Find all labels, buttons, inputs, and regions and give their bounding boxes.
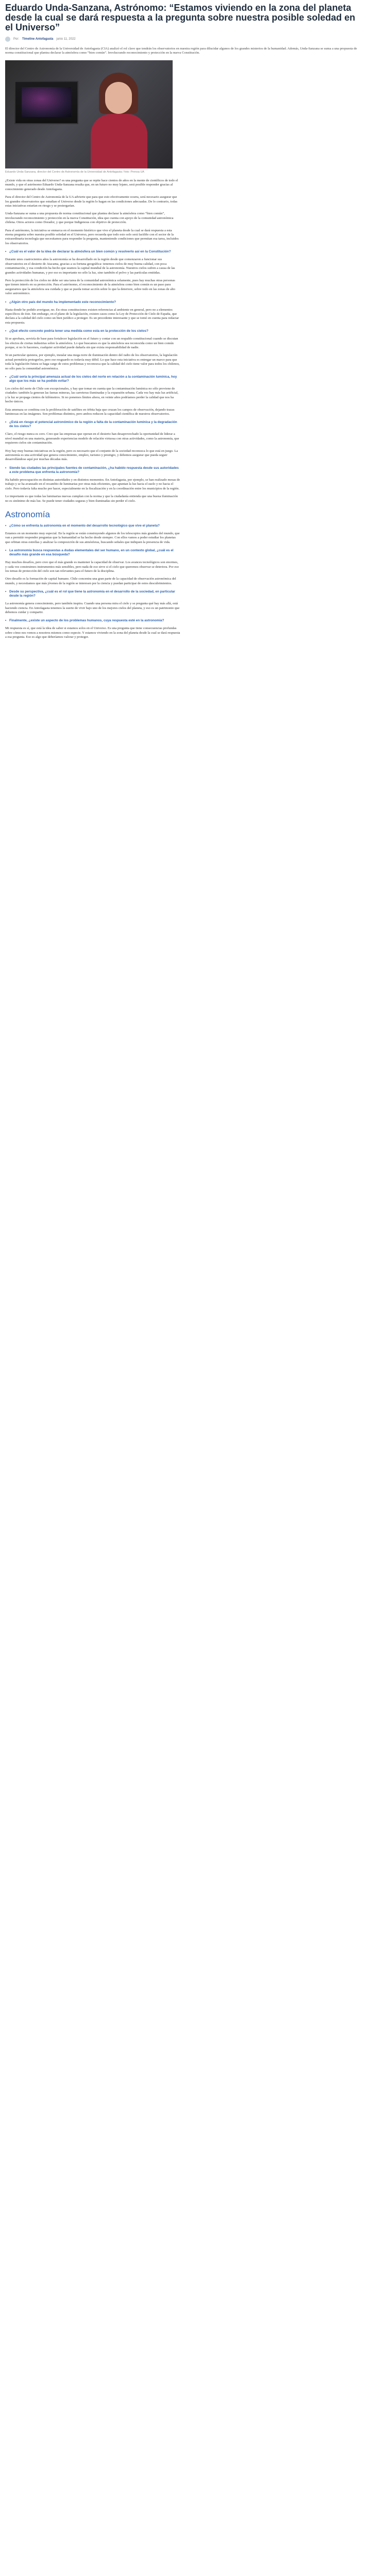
author-link[interactable]: Timeline Antofagasta <box>22 38 54 41</box>
monitor-illustration <box>14 81 78 124</box>
portrait-illustration <box>88 73 149 168</box>
article-title: Eduardo Unda-Sanzana, Astrónomo: “Estamos viviendo en la zona del planeta desde la cual se dará respuesta a la pregunta sobre nuestra posible soledad en el Universo” <box>5 3 356 32</box>
article-paragraph: Estamos en un momento muy especial. En la región se están construyendo algunos de los telescopios más grandes del mundo, que van a permitir responder preguntas que la humanidad se ha hecho desde siempre. Con ellos vamos a poder estudiar los planetas que orbitan otras estrellas y analizar la composición de sus atmósferas, buscando señales que indiquen la presencia de vida. <box>5 531 180 544</box>
article-paragraph: Hasta donde he podido averiguar, no. En otras constituciones existen referencias al ambiente en general, pero no a elementos específicos de éste. Sin embargo, en el plano de la legislación, existen casos como la Ley de Protección de Cielo de España, que declara a la calidad del cielo como un bien jurídico a proteger. Es un precedente interesante y que se tomó en cuenta para redactar esta propuesta. <box>5 308 179 325</box>
article-paragraph: Lo importante es que todas las luminarias nuevas cumplan con la norma y que la ciudadanía entienda que una buena iluminación no es sinónimo de más luz. Se puede tener ciudades seguras y bien iluminadas sin perder el cielo. <box>5 495 178 503</box>
article-paragraph: Si un particular quisiera, por ejemplo, instalar una mega torre de iluminación dentro del radio de los observatorios, la legislación actual permitiría protegerlos, pero ese resguardo es todavía muy débil. Lo que hace esta iniciativa es entregar un marco para que toda la legislación futura se haga cargo de estos problemas y reconozca que la calidad del cielo tiene valor para todos los chilenos, no sólo para la comunidad astronómica. <box>5 353 180 370</box>
publish-date: junio 11, 2022 <box>56 38 76 41</box>
article-paragraph: Esta amenaza se combina con la proliferación de satélites en órbita baja que cruzan los campos de observación, dejando trazas luminosas en las imágenes. Son problemas distintos, pero ambos reducen la capacidad científica de nuestros observatorios. <box>5 408 175 416</box>
author-avatar <box>5 37 10 42</box>
interview-question: • ¿Qué efecto concreto podría tener una medida como esta en la protección de los cielos? <box>5 329 180 333</box>
article-paragraph: Mi respuesta es sí, que está la idea de saber si estamos solos en el Universo. Es una pregunta que tiene consecuencias profundas sobre cómo nos vemos a nosotros mismos como especie. Y estamos viviendo en la zona del planeta desde la cual se dará respuesta a esa pregunta. Eso es algo que deberíamos valorar y proteger. <box>5 626 180 639</box>
interview-question: • ¿Está en riesgo el potencial astronómico de la región a falta de la contaminación lumínica y la degradación de los cielos? <box>5 420 180 429</box>
article-paragraph: Si se aprobara, serviría de base para fortalecer legislación en el futuro y contar con un respaldo constitucional cuando se discutan los efectos de ciertas industrias sobre la atmósfera. Lo que buscamos es que la atmósfera sea reconocida como un bien común porque, si no lo hacemos, cualquier actividad puede dañarla sin que exista responsabilidad de nadie. <box>5 337 178 349</box>
section-heading: Astronomía <box>5 509 50 519</box>
article-paragraph: Para el astrónomo, la iniciativa se enmarca en el momento histórico que vive el planeta desde la cual se dará respuesta a esta eterna pregunta sobre nuestra posible soledad en el Universo, pero recuerda que todo esto solo será factible con el sector de la extraordinaria tecnología que necesitamos para responder la pregunta, manteniendo condiciones que permitan esa tarea, incluidos los observatorios. <box>5 228 179 245</box>
interview-question: • ¿Cuál es el valor de la idea de declarar la atmósfera un bien común y resolverlo así en la Constitución? <box>5 250 180 254</box>
article-body <box>5 179 180 640</box>
article-paragraph: Pero la protección de los cielos no debe ser una tarea de la comunidad astronómica solamente, pues hay muchas otras personas que tienen interés en su protección. Para el astrónomo, el reconocimiento de la atmósfera como bien común es un paso para asegurarnos que la atmósfera sea cuidada y que se pueda tomar acción sobre lo que la deteriore, sobre todo en las zonas de alto valor astronómico. <box>5 278 175 296</box>
article-paragraph: Para el director del Centro de Astronomía de la UA advierte que para que esto efectivamente ocurra, será necesario asegurar que los grandes observatorios que estudian el Universo desde la región lo hagan en las condiciones adecuadas. De lo contrario, todas estas iniciativas estarían en riesgo y se postergarían. <box>5 195 178 208</box>
article-paragraph: Hoy hay muy buenas iniciativas en la región, pero es necesario que el conjunto de la sociedad reconozca lo que está en juego. La astronomía es una actividad que genera conocimiento, empleo, turismo y prestigio, y debemos asegurar que pueda seguir desarrollándose aquí por muchas décadas más. <box>5 449 178 462</box>
article-paragraph: Unda-Sanzana se suma a una propuesta de norma constitucional que plantea declarar la atmósfera como “bien común”, involucrando reconocimiento y protección en la nueva Constitución, idea que cuenta con apoyo de la comunidad astronómica chilena. Otros actores como Dorador, y que porque Indigenous con objetivo de protección. <box>5 212 174 225</box>
image-caption: Eduardo Unda-Sanzana, director del Centro de Astronomía de la Universidad de Antofagasta / foto: Prensa UA <box>5 171 144 174</box>
interview-question: • ¿Algún otro país del mundo ha implementado este reconocimiento? <box>5 300 180 304</box>
byline <box>5 37 365 42</box>
hero-photo <box>5 60 173 168</box>
article-paragraph: ¿Existe vida en otras zonas del Universo? es una pregunta que se repite hace cientos de años en la mente de científicos de todo el mundo, y que el astrónomo Eduardo Unda-Sanzana resalta que, en un futuro no muy lejano, será posible responder gracias al conocimiento generado desde Antofagasta. <box>5 179 178 191</box>
article-paragraph: Durante unos cuatrocientos años la astronomía se ha desarrollado en la región desde que comenzaron a funcionar sus observatorios en el desierto de Atacama, gracias a su fortuna geográfica: tenemos cielos de muy buena calidad, con poca contaminación, y esa condición ha hecho que seamos la capital mundial de la astronomía. Nuestros cielos sufren a causa de las grandes actividades humanas, y por eso es importante no sólo la luz, sino también el polvo y las partículas emitidas. <box>5 258 175 275</box>
interview-question: • ¿Cómo se enfrenta la astronomía en el momento del desarrollo tecnológico que vive el planeta? <box>5 524 180 528</box>
article-paragraph: Ha habido preocupación en distintas autoridades y en distintos momentos. En Antofagasta, por ejemplo, se han realizado mesas de trabajo y se ha avanzado en el recambio de luminarias por otras más eficientes, que apuntan la luz hacia el suelo y no hacia el cielo. Pero todavía falta mucho por hacer, especialmente en la fiscalización y en la coordinación entre los municipios de la región. <box>5 478 180 490</box>
byline-prefix: Por: <box>13 38 20 41</box>
interview-question: • Finalmente, ¿existe un aspecto de los problemas humanos, cuya respuesta esté en la astronomía? <box>5 619 180 623</box>
article-paragraph: Otro desafío es la formación de capital humano. Chile concentra una gran parte de la capacidad de observación astronómica del mundo, y necesitamos que más jóvenes de la región se interesen por la ciencia y puedan participar de estos descubrimientos. <box>5 577 176 585</box>
interview-question: • Desde su perspectiva, ¿cuál es el rol que tiene la astronomía en el desarrollo de la sociedad, en particular desde la región? <box>5 590 180 598</box>
article-page <box>0 3 370 640</box>
article-paragraph: Claro, el riesgo nunca es cero. Creo que las empresas que operan en el desierto han desaprovechado la oportunidad de liderar a nivel mundial en una materia, generando experiencias modelo de relación virtuosa con otras actividades, como la astronomía, que requieren cielos sin contaminación. <box>5 432 179 445</box>
interview-question: • La astronomía busca respuestas a dudas elementales del ser humano, en un contexto global, ¿cuál es el desafío más grande en esa búsqueda? <box>5 549 180 557</box>
article-paragraph: Hay muchos desafíos, pero creo que el más grande es mantener la capacidad de observar. Los avances tecnológicos son enormes, y cada vez construimos instrumentos más sensibles, pero nada de eso sirve si el cielo que queremos observar se deteriora. Por eso los temas de protección del cielo son tan relevantes para el futuro de la disciplina. <box>5 561 179 573</box>
article-paragraph: Los cielos del norte de Chile son excepcionales, y hay que tomar en cuenta que la contaminación lumínica no sólo proviene de ciudades: también la generan las faenas mineras, las carreteras iluminadas y la expansión urbana. Cada vez hay más luz artificial, y la luz se propaga cientos de kilómetros. Si no ponemos límites ahora, en veinte años podríamos perder la calidad que nos ha hecho únicos. <box>5 387 179 404</box>
article-lead: El director del Centro de Astronomía de la Universidad de Antofagasta (CIA) analizó el rol clave que tendrán los observatorios en nuestra región para dilucidar algunos de los grandes misterios de la humanidad. Además, Unda-Sanzana se suma a una propuesta de norma constitucional que plantea declarar la atmósfera como “bien común”. Involucrando reconocimiento y protección en la nueva Constitución. <box>5 47 357 55</box>
interview-question: • Siendo las ciudades las principales fuentes de contaminación, ¿ha habido respuesta desde sus autoridades a este problema que enfrenta la astronomía? <box>5 466 180 474</box>
article-paragraph: La astronomía genera conocimiento, pero también inspira. Cuando una persona mira el cielo y se pregunta qué hay más allá, está haciendo ciencia. En Antofagasta tenemos la suerte de vivir bajo uno de los mejores cielos del planeta, y eso es un patrimonio que debemos cuidar y compartir. <box>5 602 180 614</box>
interview-question: • ¿Cuál sería la principal amenaza actual de los cielos del norte en relación a la contaminación lumínica, hoy algo que los más se ha podido evitar? <box>5 375 180 383</box>
